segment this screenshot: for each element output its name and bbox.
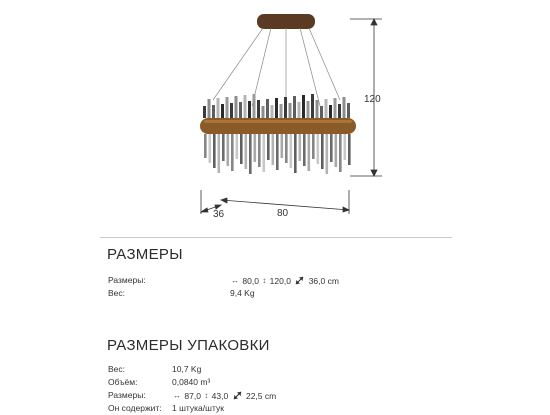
crystal-prism xyxy=(248,101,251,118)
dimension-height: 120,0 xyxy=(269,275,291,286)
dimensions-title: РАЗМЕРЫ xyxy=(107,246,183,263)
crystal-prism xyxy=(334,98,337,118)
crystal-drop xyxy=(330,134,333,162)
height-label: 120 xyxy=(364,94,381,105)
crystal-prism xyxy=(338,104,341,118)
crystal-drop xyxy=(218,134,221,173)
crystal-prism xyxy=(212,105,215,118)
package-weight-value: 10,7 Kg xyxy=(172,364,202,374)
crystal-prism xyxy=(347,103,350,118)
section-divider xyxy=(100,237,452,238)
crystal-prism xyxy=(203,106,206,118)
crystal-drop xyxy=(348,134,351,165)
crystal-prism xyxy=(230,103,233,118)
package-contents-label: Он содержит: xyxy=(108,403,162,413)
crystal-prism xyxy=(253,94,256,118)
crystal-drop xyxy=(231,134,234,171)
crystal-drop xyxy=(312,134,315,159)
package-volume-value: 0,0840 m³ xyxy=(172,377,211,387)
crystal-drop xyxy=(294,134,297,173)
diagonal-arrow-icon xyxy=(295,276,304,285)
package-width: 87,0 xyxy=(184,390,201,401)
crystal-prism xyxy=(307,101,310,118)
crystal-prism xyxy=(235,96,238,118)
package-volume-label: Объём: xyxy=(108,377,138,387)
dimension-width: 80,0 xyxy=(242,275,259,286)
crystal-prism xyxy=(293,96,296,118)
crystal-drop xyxy=(290,134,293,168)
package-dimensions-value xyxy=(172,390,276,401)
crystal-drop xyxy=(227,134,230,166)
crystal-prism xyxy=(275,98,278,118)
package-depth: 22,5 cm xyxy=(245,390,277,401)
crystal-drop xyxy=(303,134,306,166)
weight-label: Вес: xyxy=(108,288,126,298)
crystal-drop xyxy=(267,134,270,160)
crystal-drop xyxy=(222,134,225,161)
crystal-prism xyxy=(208,99,211,118)
crystal-drop xyxy=(249,134,252,174)
crystal-prism xyxy=(302,95,305,118)
upper-crystals xyxy=(203,94,350,118)
crystal-drop xyxy=(254,134,257,162)
width-label: 80 xyxy=(277,208,289,219)
crystal-drop xyxy=(276,134,279,170)
crystal-prism xyxy=(271,105,274,118)
crystal-prism xyxy=(262,106,265,118)
crystal-prism xyxy=(221,104,224,118)
crystal-prism xyxy=(257,100,260,118)
crystal-prism xyxy=(284,97,287,118)
crystal-drop xyxy=(321,134,324,169)
crystal-prism xyxy=(320,106,323,118)
ceiling-canopy xyxy=(257,14,315,29)
dimensions-label: Размеры: xyxy=(108,275,146,285)
crystal-prism xyxy=(329,105,332,118)
horizontal-arrow-icon: ↔ xyxy=(231,276,239,286)
suspension-cables xyxy=(213,28,340,110)
package-height: 43,0 xyxy=(211,390,229,401)
crystal-prism xyxy=(289,103,292,118)
crystal-drop xyxy=(204,134,207,158)
crystal-prism xyxy=(316,100,319,118)
diagonal-arrow-icon xyxy=(233,391,242,400)
crystal-drop xyxy=(299,134,302,161)
crystal-drop xyxy=(245,134,248,169)
dimension-depth: 36,0 cm xyxy=(308,275,339,286)
crystal-drop xyxy=(281,134,284,158)
crystal-prism xyxy=(239,102,242,118)
vertical-arrow-icon: ↕ xyxy=(262,276,267,286)
crystal-prism xyxy=(266,99,269,118)
dimensions-value xyxy=(230,275,339,286)
crystal-drop xyxy=(213,134,216,168)
crystal-prism xyxy=(325,99,328,118)
crystal-prism xyxy=(226,97,229,118)
crystal-drop xyxy=(326,134,329,174)
package-title: РАЗМЕРЫ УПАКОВКИ xyxy=(107,337,270,354)
crystal-prism xyxy=(244,95,247,118)
vertical-arrow-icon: ↕ xyxy=(204,391,209,401)
lower-crystals xyxy=(204,134,351,174)
crystal-drop xyxy=(236,134,239,159)
crystal-drop xyxy=(240,134,243,164)
crystal-drop xyxy=(285,134,288,163)
package-dimensions-label: Размеры: xyxy=(108,390,146,400)
crystal-drop xyxy=(263,134,266,172)
horizontal-arrow-icon: ↔ xyxy=(173,391,181,401)
crystal-drop xyxy=(317,134,320,164)
depth-label: 36 xyxy=(213,209,225,220)
package-contents-value: 1 штука/штук xyxy=(172,403,224,413)
weight-value: 9,4 Kg xyxy=(230,288,255,298)
crystal-prism xyxy=(280,104,283,118)
crystal-drop xyxy=(209,134,212,163)
crystal-drop xyxy=(335,134,338,167)
crystal-prism xyxy=(311,94,314,118)
crystal-drop xyxy=(272,134,275,165)
crystal-prism xyxy=(217,98,220,118)
crystal-drop xyxy=(339,134,342,172)
package-weight-label: Вес: xyxy=(108,364,126,374)
crystal-drop xyxy=(258,134,261,167)
chandelier-figure xyxy=(180,0,410,232)
crystal-drop xyxy=(308,134,311,171)
crystal-prism xyxy=(298,102,301,118)
crystal-drop xyxy=(344,134,347,160)
crystal-prism xyxy=(343,97,346,118)
